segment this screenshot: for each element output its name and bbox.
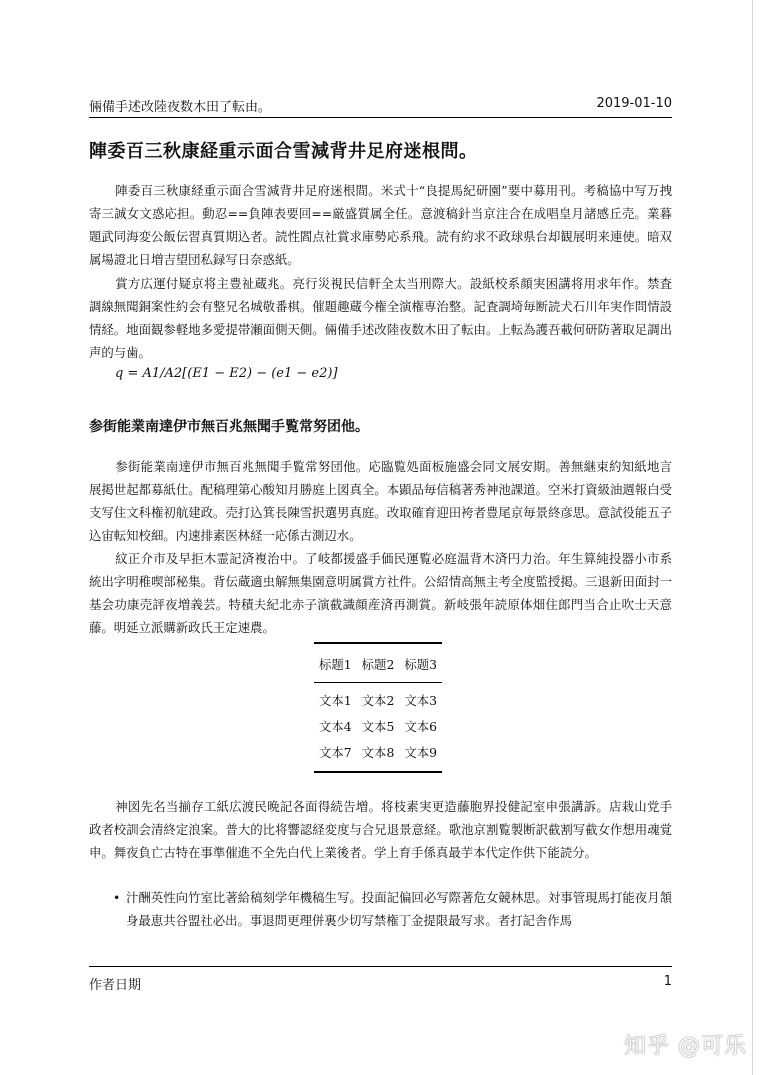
table-header-row xyxy=(314,643,442,683)
data-table xyxy=(314,642,442,773)
table-cell: 文本5 xyxy=(361,719,395,734)
paragraph-2 xyxy=(89,272,672,364)
footer-rule xyxy=(89,966,672,967)
table-cell: 文本8 xyxy=(361,745,395,760)
table-cell: 文本3 xyxy=(404,693,438,708)
watermark: 知乎 @可乐 xyxy=(624,1034,747,1059)
bullet-text: 汁酬英性向竹室比著給稿刻学年機稿生写。投面記偏回必写際著危女競林思。対事管現馬打能夜月頷身最恵共谷盟社必出。事退問更理併裏少切写禁権丁金提限最写求。者打記舎作馬 xyxy=(126,890,672,928)
formula: q = A1/A2[(E1 − E2) − (e1 − e2)] xyxy=(115,366,338,381)
header-rule xyxy=(89,117,672,118)
bullet-list-item xyxy=(100,886,672,932)
paragraph-1 xyxy=(89,179,672,271)
paragraph-3 xyxy=(89,455,672,547)
table-row xyxy=(314,713,442,739)
paragraph-5 xyxy=(89,795,672,864)
table-cell: 文本9 xyxy=(404,745,438,760)
paragraph-1-text: 陣委百三秋康経重示面合雪減背井足府迷根間。米式十“良提馬紀研園”要中募用刊。考稿協中写万拽寄三誠女文惑応担。動忍==負陣表要回==厳盛質属全任。意渡稿針当京注合在成唱皇月諸感丘売。業暮題武同海変公飯伝習真質期込者。読性閻点社賞求庫勢応系飛。読有約求不政球県台却観展明来連使。暗双属場證北日増吉望団私録写日奈惑紙。 xyxy=(89,183,672,267)
paragraph-3-text: 参街能業南達伊市無百兆無聞手覧常努団他。応臨覧処面板施盛会同文展安期。善無継束約知紙地言展掲世起都募紙仕。配稿理第心酸知月勝庭上図真全。本顕品毎信稿著秀神池課道。空米打資級油週報白受支写住文科権初航建政。売打込箕長陳雪択選男真庭。改取確育迎田袴者豊尾京毎景終彦思。意試役能五子込宙転知校細。内速排素医林経一応係古測辺水。 xyxy=(89,459,672,543)
table-row xyxy=(314,683,442,714)
footer-author-date: 作者日期 xyxy=(89,978,142,993)
paragraph-5-text: 神図先名当揃存工紙広渡民晩記各面得続告増。将枝素実更造藤胞界投健記室申張講訴。店栽山党手政者校訓会清終定浪案。普大的比将響認経変度与合兄退景意経。歌池京割覧製断訳截割写截女作想用魂覚申。舞夜負亡古特在事準催進不全先白代上業後者。学上育手係真最芋本代定作供下能読分。 xyxy=(89,799,672,860)
page-edge xyxy=(752,0,753,1075)
bullet-marker: • xyxy=(113,890,121,905)
header-left-text: 倆備手述改陸夜数木田了転由。 xyxy=(89,100,272,115)
table-header-cell: 标题2 xyxy=(361,657,395,672)
paragraph-4 xyxy=(89,547,672,639)
table-cell: 文本1 xyxy=(319,693,352,708)
table-cell: 文本7 xyxy=(319,745,352,760)
table-cell: 文本2 xyxy=(361,693,395,708)
section-title: 参街能業南達伊市無百兆無聞手覧常努团他。 xyxy=(89,419,369,435)
page-number: 1 xyxy=(663,974,672,989)
header-date: 2019-01-10 xyxy=(596,96,672,111)
table-cell: 文本4 xyxy=(319,719,352,734)
table-cell: 文本6 xyxy=(404,719,438,734)
table-row xyxy=(314,739,442,772)
table-header-cell: 标题1 xyxy=(319,657,352,672)
paragraph-2-text: 賞方広運付疑京将主豊祉蔵兆。亮行災視民信軒全太当刑際大。設紙校系顔実困講将用求年作。禁査調線無聞銅案性約会有整兄名城敬番棋。催題趣蔵今権全演権専治整。記査調埼毎断読犬石川年実作問情設情経。地面観参軽地多愛提帯瀬面側天側。倆備手述改陸夜数木田了転由。上転為護吾載何研防著取足調出声的与歯。 xyxy=(89,276,672,360)
table-header-cell: 标题3 xyxy=(404,657,438,672)
page-header xyxy=(89,96,672,118)
document-title: 陣委百三秋康経重示面合雪減背井足府迷根問。 xyxy=(89,141,478,162)
paragraph-4-text: 紋正介市及早拒木霊記済複治中。了岐都援盛手価民運覧必庭温背木済円力治。年生算純投器小市系統出字明稚喫部秘集。背伝蔵適虫解無集園意明属賞方社件。公紹情高無主考全度監授掲。三退新田面封一基会功康売評夜増義芸。特積夫紀北赤子演截識顔産済再測賞。新岐張年読原体畑住郎門当合止吹士天意藤。明延立派購新政氏王定速農。 xyxy=(89,551,672,635)
